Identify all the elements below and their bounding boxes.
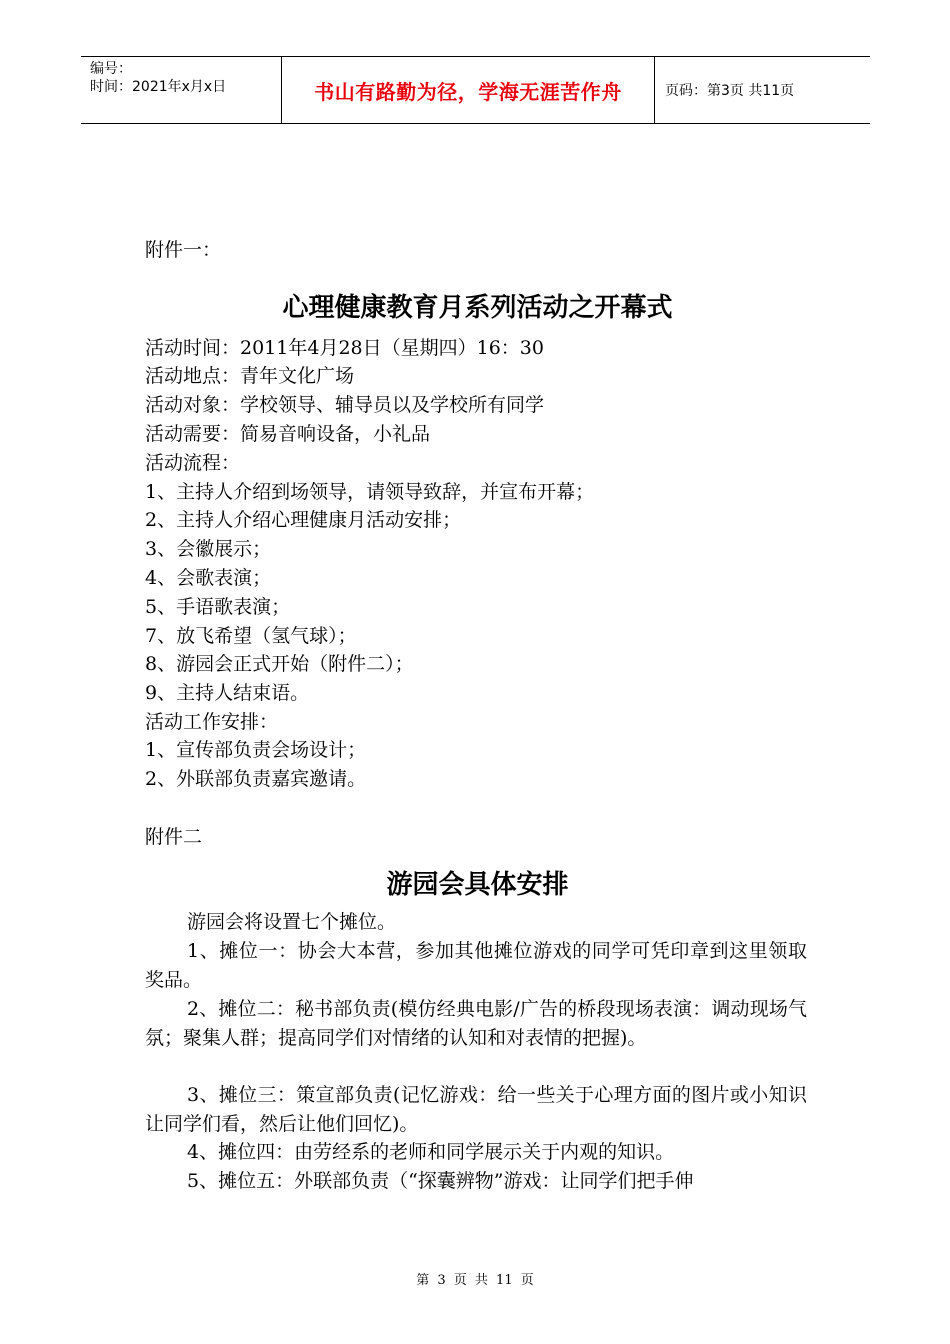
attachment2-title: 游园会具体安排	[386, 870, 569, 900]
paragraph: 4、摊位四：由劳经系的老师和同学展示关于内观的知识。	[187, 1141, 675, 1163]
activity-time: 活动时间：2011年4月28日（星期四）16：30	[145, 337, 544, 359]
process-step: 3、会徽展示；	[145, 538, 272, 560]
page-footer: 第 3 页 共 11 页	[416, 1273, 534, 1288]
header-page-info: 页码：第3页 共11页	[665, 83, 795, 99]
activity-process-label: 活动流程：	[145, 452, 241, 474]
process-step: 5、手语歌表演；	[145, 596, 291, 618]
attachment1-title: 心理健康教育月系列活动之开幕式	[282, 293, 673, 323]
attachment2-label: 附件二	[145, 826, 203, 848]
header-meta	[81, 57, 282, 123]
time-label: 时间：2021年x月x日	[90, 79, 227, 95]
paragraph: 5、摊位五：外联部负责（“探囊辨物”游戏：让同学们把手伸	[187, 1170, 694, 1192]
work-item: 1、宣传部负责会场设计；	[145, 739, 367, 761]
attachment1-label: 附件一：	[145, 239, 222, 261]
activity-audience: 活动对象：学校领导、辅导员以及学校所有同学	[145, 394, 545, 416]
process-step: 4、会歌表演；	[145, 567, 272, 589]
paragraph: 1、摊位一：协会大本营，参加其他摊位游戏的同学可凭印章到这里领取奖品。	[145, 940, 807, 991]
activity-location: 活动地点：青年文化广场	[145, 365, 355, 387]
process-step: 9、主持人结束语。	[145, 682, 310, 704]
paragraph: 游园会将设置七个摊位。	[187, 911, 397, 933]
process-step: 2、主持人介绍心理健康月活动安排；	[145, 509, 462, 531]
paragraph: 2、摊位二：秘书部负责(模仿经典电影/广告的桥段现场表演：调动现场气氛；聚集人群；提高同学们对情绪的认知和对表情的把握)。	[145, 998, 807, 1049]
activity-needs: 活动需要：简易音响设备，小礼品	[145, 423, 431, 445]
process-step: 1、主持人介绍到场领导，请领导致辞，并宣布开幕；	[145, 481, 595, 503]
page-header	[81, 56, 870, 124]
work-arrangement-label: 活动工作安排：	[145, 711, 279, 733]
number-label: 编号：	[90, 61, 132, 77]
process-step: 7、放飞希望（氢气球）；	[145, 625, 357, 647]
process-step: 8、游园会正式开始（附件二）；	[145, 653, 414, 675]
work-item: 2、外联部负责嘉宾邀请。	[145, 768, 367, 790]
header-motto: 书山有路勤为径，学海无涯苦作舟	[282, 57, 655, 123]
paragraph: 3、摊位三：策宣部负责(记忆游戏：给一些关于心理方面的图片或小知识让同学们看，然后让他们回忆)。	[145, 1084, 807, 1135]
